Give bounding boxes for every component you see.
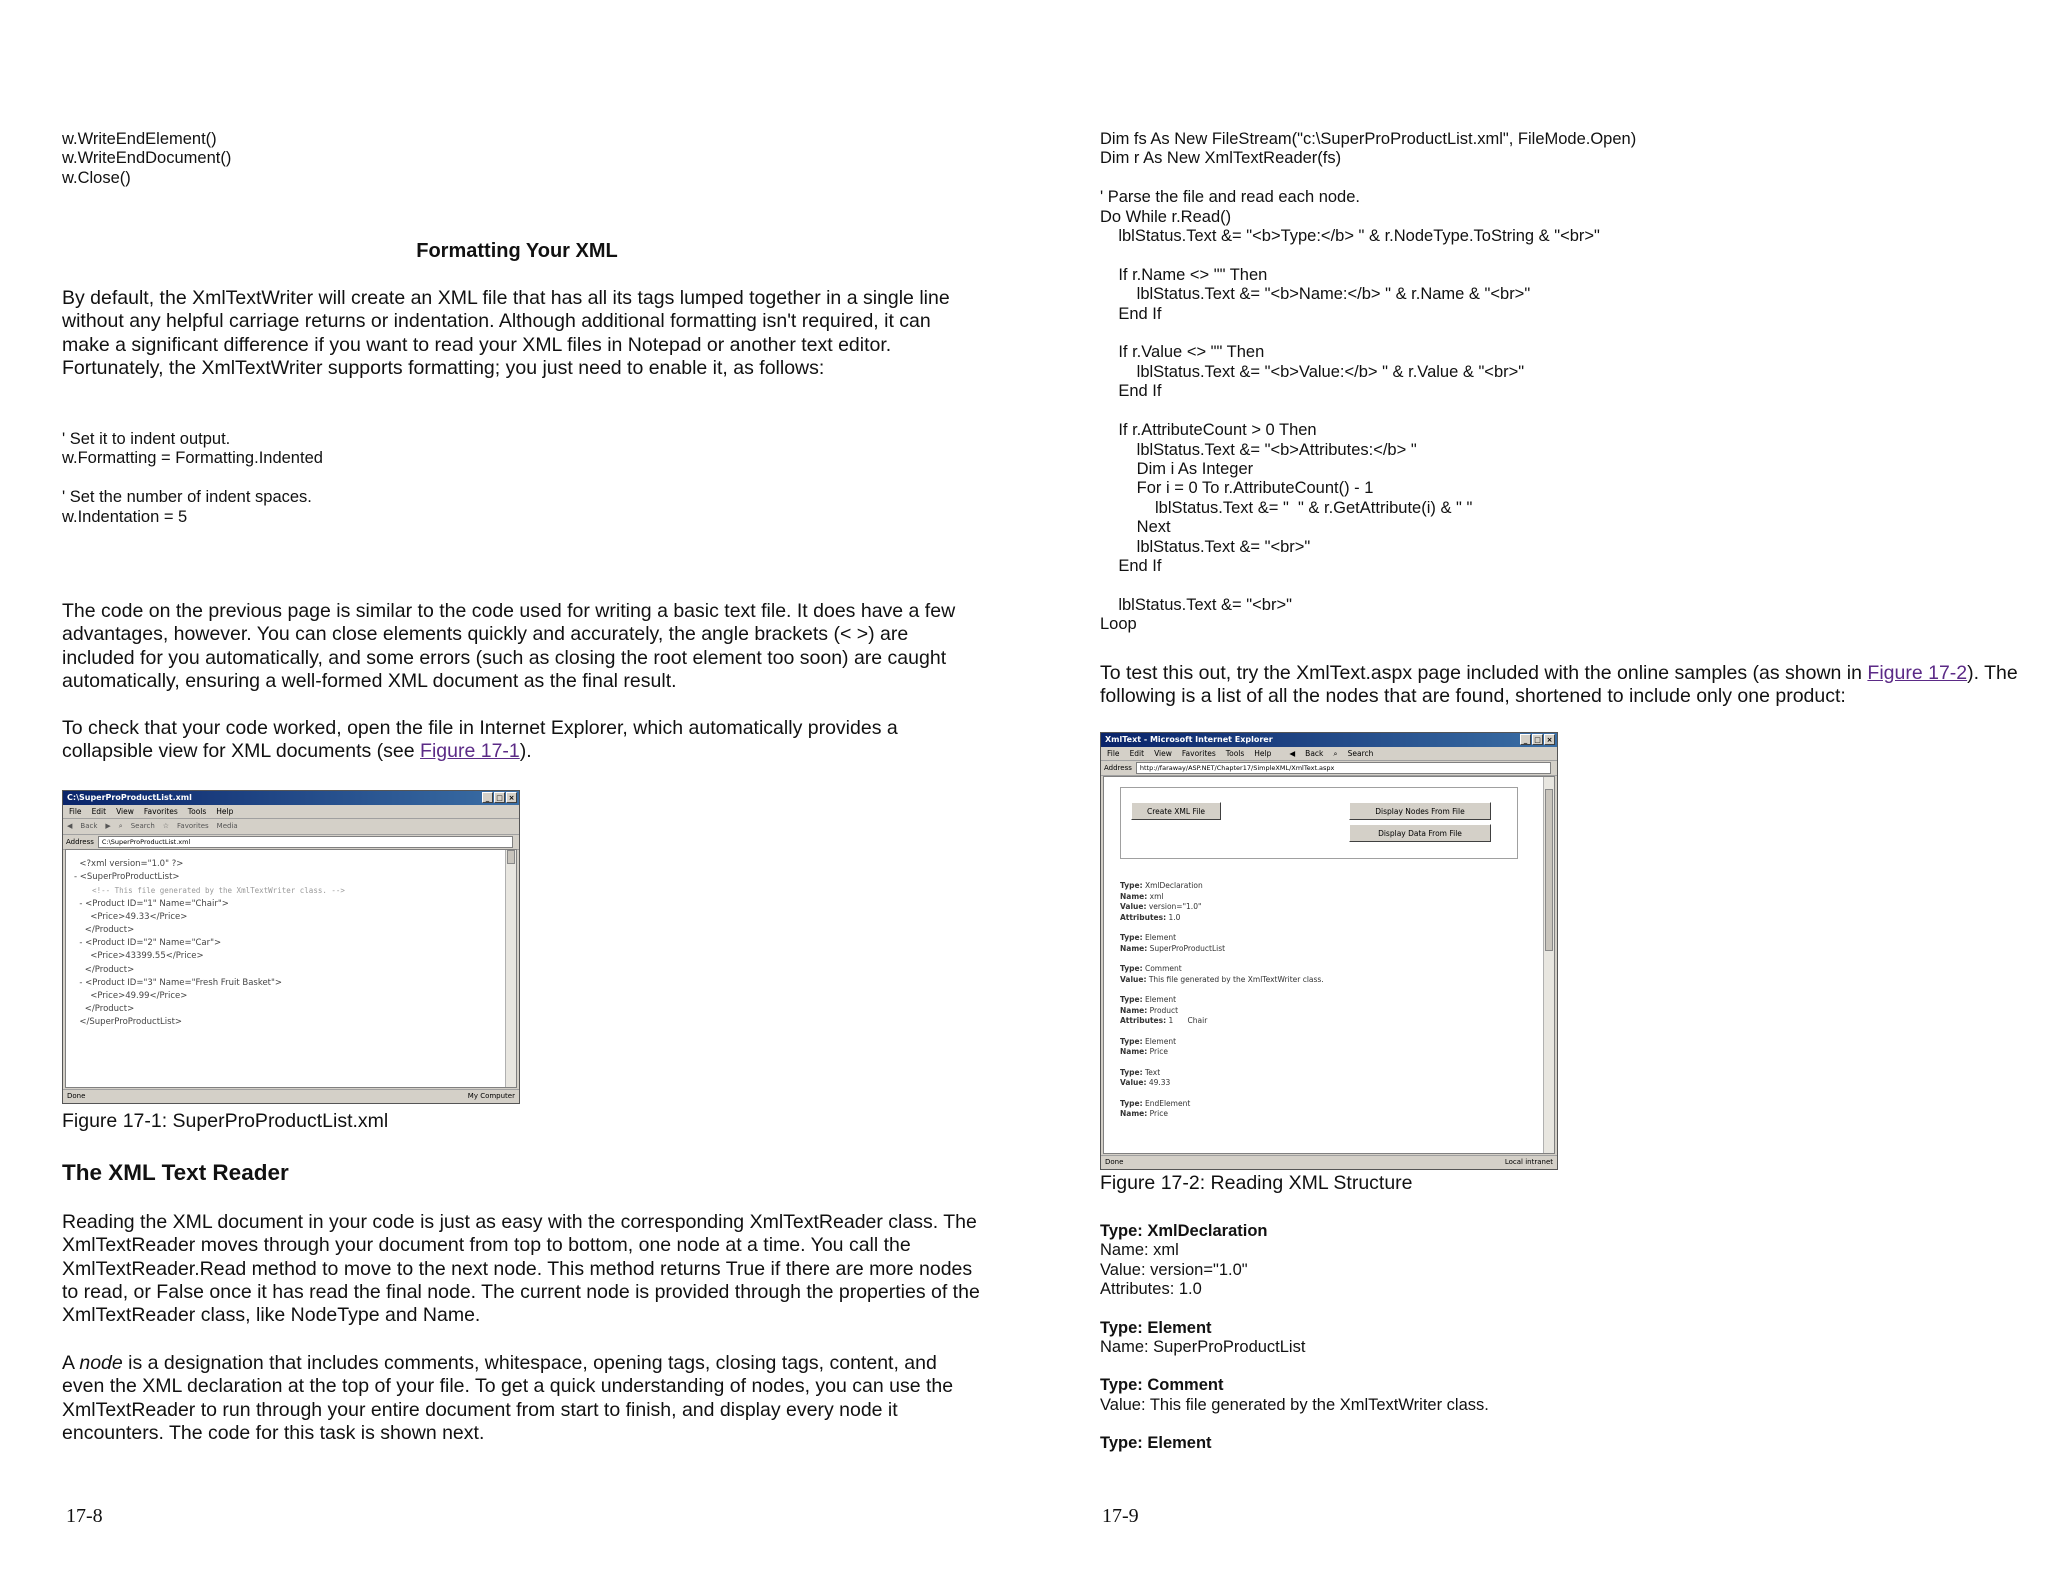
forward-icon: ▶ xyxy=(105,822,111,830)
node-value: Product xyxy=(1147,1005,1179,1015)
code-block-close xyxy=(62,130,231,188)
xml-line: <Price>49.33</Price> xyxy=(74,911,188,922)
scroll-up-icon xyxy=(507,850,515,864)
code-line: Do While r.Read() xyxy=(1100,207,1232,226)
code-block-reader xyxy=(1100,130,1636,635)
code-line: w.WriteEndDocument() xyxy=(62,149,232,168)
status-bar xyxy=(1101,1155,1557,1169)
output-line: Attributes: 1.0 xyxy=(1100,1280,1202,1299)
code-line: ' Set the number of indent spaces. xyxy=(62,488,312,507)
button-panel xyxy=(1120,787,1518,859)
node-line xyxy=(1120,975,1500,986)
xml-line: <Price>49.99</Price> xyxy=(74,991,188,1002)
menu-item: View xyxy=(116,807,134,816)
window-controls xyxy=(1520,734,1555,745)
xml-line: - <Product ID="1" Name="Chair"> xyxy=(74,898,229,909)
window-title: XmlText - Microsoft Internet Explorer xyxy=(1105,735,1273,744)
code-line: lblStatus.Text &= "<b>Name:</b> " & r.Name & "<br>" xyxy=(1100,285,1531,304)
window-titlebar xyxy=(63,791,519,805)
node-label: Type: xyxy=(1120,881,1143,890)
node-entry xyxy=(1120,881,1500,923)
xml-tree xyxy=(66,850,516,1030)
node-entry xyxy=(1120,1037,1500,1058)
address-label: Address xyxy=(66,838,94,846)
output-type: Type: Element xyxy=(1100,1434,1212,1453)
close-icon: × xyxy=(506,792,517,803)
node-line xyxy=(1120,995,1500,1006)
paragraph-text: To check that your code worked, open the file in Internet Explorer, which automatically provides a collapsible view for XML documents (see xyxy=(62,717,898,763)
node-entry xyxy=(1120,964,1500,985)
output-line: Value: This file generated by the XmlTextWriter class. xyxy=(1100,1395,1489,1414)
node-label: Value: xyxy=(1120,974,1147,984)
code-line: If r.Value <> "" Then xyxy=(1100,343,1265,362)
menu-item: Help xyxy=(1254,749,1272,758)
code-line: ' Parse the file and read each node. xyxy=(1100,188,1360,207)
node-line xyxy=(1120,902,1500,913)
code-line: w.WriteEndElement() xyxy=(62,130,217,148)
code-line: End If xyxy=(1100,304,1162,323)
code-line: End If xyxy=(1100,556,1162,575)
paragraph-formatting: By default, the XmlTextWriter will create an XML file that has all its tags lumped together in a single line without any helpful carriage returns or indentation. Although additional formatting isn't required, it can make a significant difference if you want to read your XML files in Notepad or another text editor. Fortunately, the XmlTextWriter supports formatting; you just need to enable it, as follows: xyxy=(62,287,950,379)
section-heading-xml-text-reader: The XML Text Reader xyxy=(62,1160,289,1185)
output-line: Name: SuperProProductList xyxy=(1100,1338,1306,1357)
page-number: 17-8 xyxy=(66,1505,103,1527)
code-line: lblStatus.Text &= " " & r.GetAttribute(i) & " " xyxy=(1100,498,1473,517)
code-line: lblStatus.Text &= "<b>Type:</b> " & r.NodeType.ToString & "<br>" xyxy=(1100,227,1600,246)
menu-item: File xyxy=(1107,749,1120,758)
address-bar xyxy=(63,835,519,850)
status-text: Done xyxy=(67,1092,86,1100)
node-label: Type: xyxy=(1120,933,1143,942)
window-controls xyxy=(482,792,517,803)
toolbar-item: Search xyxy=(1347,749,1374,758)
node-line xyxy=(1120,892,1500,903)
code-line: Next xyxy=(1100,518,1171,537)
node-entry xyxy=(1120,1099,1500,1120)
figure-17-1-link[interactable]: Figure 17-1 xyxy=(420,740,520,763)
create-xml-file-button: Create XML File xyxy=(1131,802,1221,820)
xml-line: - <SuperProProductList> xyxy=(74,872,180,883)
node-output-list xyxy=(1100,1222,1489,1473)
node-value: EndElement xyxy=(1142,1098,1191,1108)
node-line xyxy=(1120,944,1500,955)
node-label: Type: xyxy=(1120,1036,1143,1046)
address-bar xyxy=(1101,761,1557,776)
toolbar-item: Back xyxy=(1305,749,1324,758)
node-line xyxy=(1120,1037,1500,1048)
xml-line: - <Product ID="2" Name="Car"> xyxy=(74,938,222,949)
paragraph-reader: Reading the XML document in your code is just as easy with the corresponding XmlTextReader class. The XmlTextReader moves through your document from top to bottom, one node at a time. You call the XmlTextReader.Read method to move to the next node. This method returns True if there are more nodes to read, or False once it has read the final node. The current node is provided through the properties of the XmlTextReader class, like NodeType and Name. xyxy=(62,1211,980,1327)
right-page xyxy=(1024,0,2048,1582)
node-value: Element xyxy=(1142,933,1177,942)
node-value: 1 Chair xyxy=(1166,1016,1208,1025)
toolbar-item: Back xyxy=(80,822,98,830)
figure-17-1-caption: Figure 17-1: SuperProProductList.xml xyxy=(62,1110,389,1132)
xml-line: - <Product ID="3" Name="Fresh Fruit Basket"> xyxy=(74,977,283,988)
node-label: Name: xyxy=(1120,1005,1148,1015)
node-entry xyxy=(1120,1068,1500,1089)
heading-formatting: Formatting Your XML xyxy=(416,240,618,262)
minimize-icon: _ xyxy=(1520,734,1531,745)
node-value: Price xyxy=(1147,1109,1168,1118)
back-icon: ◀ xyxy=(67,822,73,830)
code-line: If r.Name <> "" Then xyxy=(1100,265,1268,284)
code-line: ' Set it to indent output. xyxy=(62,430,231,448)
paragraph-text: is a designation that includes comments, whitespace, opening tags, closing tags, content, and even the XML declaration at the top of your file. To get a quick understanding of nodes, you can use the XmlTextReader to run through your entire document from start to finish, and display every node it encounters. The code for this task is shown next. xyxy=(62,1352,954,1444)
paragraph-advantages: The code on the previous page is similar to the code used for writing a basic text file. It does have a few advantages, however. You can close elements quickly and accurately, the angle brackets (< >) are included for you automatically, and some errors (such as closing the root element too soon) are caught automatically, ensuring a well-formed XML document as the final result. xyxy=(62,600,956,692)
output-type: Type: XmlDeclaration xyxy=(1100,1222,1268,1240)
code-line: lblStatus.Text &= "<b>Attributes:</b> " xyxy=(1100,440,1417,459)
menu-item: Edit xyxy=(91,807,107,816)
node-line xyxy=(1120,1047,1500,1058)
xml-line: </Product> xyxy=(74,925,135,936)
code-block-format xyxy=(62,430,323,527)
code-line: w.Indentation = 5 xyxy=(62,507,188,526)
toolbar-item: Media xyxy=(216,822,238,830)
node-value: XmlDeclaration xyxy=(1142,881,1203,890)
node-line xyxy=(1120,1068,1500,1079)
node-line xyxy=(1120,1109,1500,1120)
node-label: Value: xyxy=(1120,902,1147,911)
output-line: Value: version="1.0" xyxy=(1100,1260,1248,1279)
toolbar-item: Search xyxy=(130,822,155,830)
node-line xyxy=(1120,933,1500,944)
xml-line: <!-- This file generated by the XmlTextWriter class. --> xyxy=(74,886,345,896)
node-line xyxy=(1120,881,1500,892)
node-label: Value: xyxy=(1120,1078,1147,1087)
menu-bar xyxy=(1101,747,1557,761)
address-field: C:\SuperProProductList.xml xyxy=(98,836,513,848)
node-label: Name: xyxy=(1120,1109,1148,1118)
menu-item: Edit xyxy=(1129,749,1145,758)
xml-line: <?xml version="1.0" ?> xyxy=(74,859,184,869)
node-list xyxy=(1120,881,1500,1130)
output-entry xyxy=(1100,1434,1489,1453)
menu-item: View xyxy=(1154,749,1172,758)
node-value: Element xyxy=(1142,995,1177,1004)
code-line: For i = 0 To r.AttributeCount() - 1 xyxy=(1100,479,1374,498)
page-content-area xyxy=(1103,776,1555,1154)
output-type: Type: Comment xyxy=(1100,1376,1224,1395)
paragraph-text: A xyxy=(62,1352,80,1374)
node-line xyxy=(1120,1078,1500,1089)
status-text: Done xyxy=(1105,1158,1124,1166)
maximize-icon: □ xyxy=(1532,734,1543,745)
paragraph-text: ). The following is a list of all the nodes that are found, shortened to include only one product: xyxy=(1100,662,2018,708)
address-label: Address xyxy=(1104,764,1132,772)
menu-item: Help xyxy=(216,807,234,816)
code-line: lblStatus.Text &= "<br>" xyxy=(1100,595,1292,614)
window-title: C:\SuperProProductList.xml xyxy=(67,793,192,802)
code-line: Dim r As New XmlTextReader(fs) xyxy=(1100,149,1342,168)
node-label: Type: xyxy=(1120,995,1143,1004)
node-value: SuperProProductList xyxy=(1147,943,1226,953)
code-line: w.Formatting = Formatting.Indented xyxy=(62,449,323,468)
figure-17-1-screenshot xyxy=(62,790,520,1104)
favorites-icon: ☆ xyxy=(162,822,170,830)
node-value: 1.0 xyxy=(1166,912,1181,922)
node-entry xyxy=(1120,995,1500,1027)
node-label: Attributes: xyxy=(1120,1016,1167,1025)
close-icon: × xyxy=(1544,734,1555,745)
code-line: End If xyxy=(1100,382,1162,401)
paragraph-node xyxy=(62,1352,982,1445)
node-entry xyxy=(1120,933,1500,954)
xml-line: </Product> xyxy=(74,964,135,975)
node-value: Price xyxy=(1147,1047,1168,1056)
scrollbar xyxy=(505,850,516,1087)
status-zone: My Computer xyxy=(467,1092,515,1100)
node-value: xml xyxy=(1147,891,1164,901)
minimize-icon: _ xyxy=(482,792,493,803)
toolbar-item: ◀ xyxy=(1289,749,1296,758)
display-nodes-button: Display Nodes From File xyxy=(1349,802,1491,820)
code-line: Dim i As Integer xyxy=(1100,459,1254,478)
node-label: Type: xyxy=(1120,1098,1143,1108)
node-value: 49.33 xyxy=(1146,1078,1171,1087)
emphasis-node: node xyxy=(79,1352,123,1374)
node-label: Name: xyxy=(1120,891,1148,901)
node-value: Text xyxy=(1142,1067,1161,1077)
status-zone: Local intranet xyxy=(1504,1158,1553,1166)
paragraph-test xyxy=(1100,662,2030,709)
node-value: version="1.0" xyxy=(1146,902,1202,911)
node-label: Attributes: xyxy=(1120,912,1167,922)
figure-17-2-caption: Figure 17-2: Reading XML Structure xyxy=(1100,1172,1413,1194)
xml-line: </Product> xyxy=(74,1004,135,1015)
code-line: Loop xyxy=(1100,615,1137,634)
window-titlebar xyxy=(1101,733,1557,747)
display-data-button: Display Data From File xyxy=(1349,824,1491,842)
status-bar xyxy=(63,1089,519,1103)
menu-item: Favorites xyxy=(143,807,178,816)
node-value: Element xyxy=(1142,1036,1177,1046)
xml-line: </SuperProProductList> xyxy=(74,1017,183,1028)
output-entry xyxy=(1100,1319,1489,1358)
page-number: 17-9 xyxy=(1102,1505,1139,1527)
node-label: Name: xyxy=(1120,1047,1148,1056)
node-line xyxy=(1120,964,1500,975)
code-line: w.Close() xyxy=(62,168,131,187)
node-label: Type: xyxy=(1120,1067,1143,1077)
address-field: http://faraway/ASP.NET/Chapter17/SimpleXML/XmlText.aspx xyxy=(1136,762,1551,774)
scrollbar xyxy=(1543,777,1554,1153)
node-label: Type: xyxy=(1120,964,1143,973)
node-label: Name: xyxy=(1120,943,1148,953)
code-line: Dim fs As New FileStream("c:\SuperProProductList.xml", FileMode.Open) xyxy=(1100,130,1637,148)
search-icon: ⌕ xyxy=(118,822,123,830)
output-entry xyxy=(1100,1222,1489,1300)
figure-17-2-link[interactable]: Figure 17-2 xyxy=(1867,662,1968,684)
code-line: If r.AttributeCount > 0 Then xyxy=(1100,421,1317,440)
node-line xyxy=(1120,1006,1500,1017)
paragraph-text: To test this out, try the XmlText.aspx page included with the online samples (as shown in xyxy=(1100,662,1868,684)
menu-bar xyxy=(63,805,519,819)
code-line: lblStatus.Text &= "<b>Value:</b> " & r.Value & "<br>" xyxy=(1100,362,1525,381)
search-icon: ⌕ xyxy=(1333,749,1338,758)
output-line: Name: xml xyxy=(1100,1241,1179,1260)
menu-item: Tools xyxy=(1225,749,1245,758)
xml-line: <Price>43399.55</Price> xyxy=(74,951,204,962)
toolbar-item: Favorites xyxy=(177,822,209,830)
code-line: lblStatus.Text &= "<br>" xyxy=(1100,537,1311,556)
xml-content-area xyxy=(65,849,517,1088)
node-line xyxy=(1120,1016,1500,1027)
node-value: Comment xyxy=(1142,964,1182,973)
menu-item: Tools xyxy=(187,807,207,816)
node-value: This file generated by the XmlTextWriter class. xyxy=(1146,974,1324,984)
menu-item: Favorites xyxy=(1181,749,1216,758)
node-line xyxy=(1120,913,1500,924)
scroll-thumb xyxy=(1545,789,1553,951)
output-type: Type: Element xyxy=(1100,1318,1212,1337)
figure-17-2-screenshot xyxy=(1100,732,1558,1170)
node-line xyxy=(1120,1099,1500,1110)
browser-toolbar xyxy=(63,819,519,835)
output-entry xyxy=(1100,1376,1489,1415)
maximize-icon: □ xyxy=(494,792,505,803)
paragraph-check xyxy=(62,717,982,764)
paragraph-text: ). xyxy=(519,740,532,763)
menu-item: File xyxy=(69,807,82,816)
